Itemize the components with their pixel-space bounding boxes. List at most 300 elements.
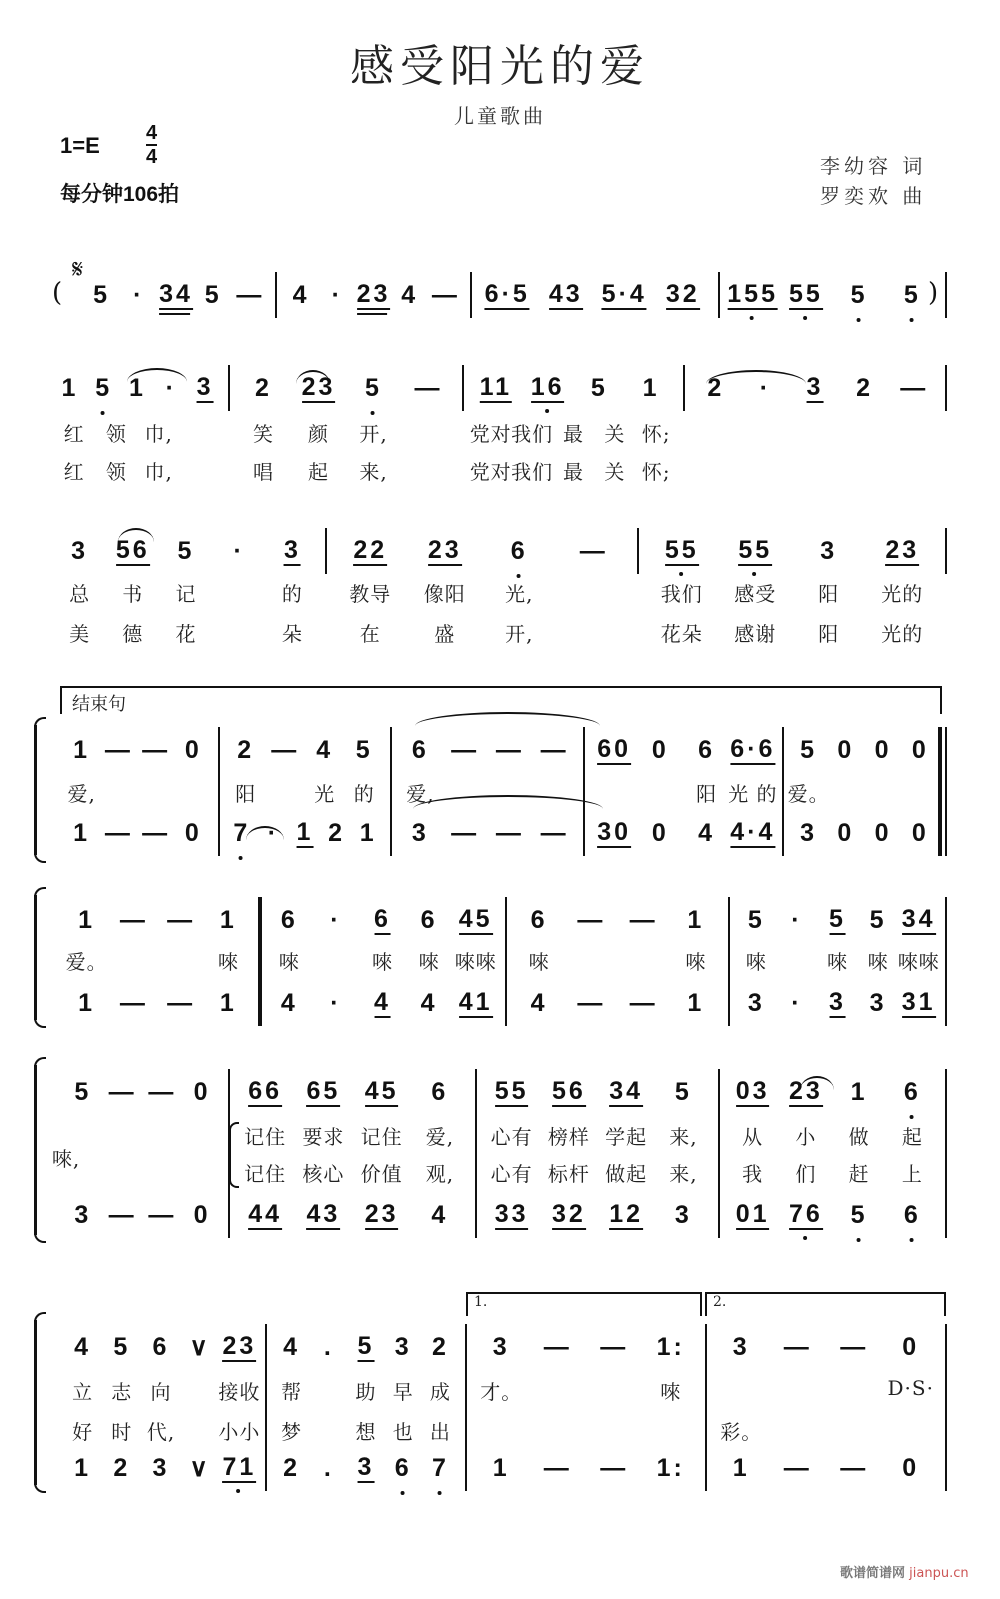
lyric-syllable: 爱。 <box>787 782 830 806</box>
note: — <box>900 374 929 402</box>
lyric-syllable: 学起 <box>605 1125 648 1149</box>
note: 43 <box>548 280 583 308</box>
note: 76 <box>788 1200 823 1228</box>
lyric-syllable: 立 <box>72 1380 94 1404</box>
note: — <box>629 906 658 934</box>
lyric-syllable: 记住 <box>244 1162 287 1186</box>
note: 2 <box>431 1333 449 1361</box>
lyric-syllable: 接收 <box>218 1380 261 1404</box>
note: — <box>577 989 606 1017</box>
barline <box>945 528 947 574</box>
note: · <box>133 281 145 309</box>
barline <box>465 1324 467 1491</box>
note: 3 <box>357 1453 375 1481</box>
lyric-syllable: 唻唻 <box>897 950 940 974</box>
lyric-syllable: 做 <box>848 1125 870 1149</box>
note: 0 <box>902 1333 920 1361</box>
note: 3 <box>394 1333 412 1361</box>
lyric-syllable: 光, <box>505 582 534 606</box>
note: 0 <box>651 736 669 764</box>
note: 5 <box>869 906 887 934</box>
note: — <box>104 819 133 847</box>
note: 4 <box>698 819 716 847</box>
lyric-syllable: 代, <box>146 1420 176 1444</box>
lyric-syllable: 巾, <box>144 422 173 446</box>
note: — <box>414 374 443 402</box>
note: 2 <box>283 1454 301 1482</box>
note: 3 <box>800 819 818 847</box>
song-title: 感受阳光的爱 <box>350 41 650 92</box>
note: — <box>840 1333 869 1361</box>
note: — <box>148 1078 177 1106</box>
note: 34 <box>609 1077 644 1105</box>
note: 1: <box>656 1454 685 1482</box>
note: 55 <box>494 1077 529 1105</box>
note: 4 <box>374 988 391 1016</box>
song-subtitle: 儿童歌曲 <box>454 104 546 128</box>
note: 3 <box>674 1201 692 1229</box>
note: 6 <box>152 1333 170 1361</box>
lyric-syllable: 爱, <box>67 782 96 806</box>
note: 0 <box>837 819 855 847</box>
lyric-syllable: 想 <box>355 1420 377 1444</box>
note: 1 <box>492 1454 510 1482</box>
lyric-syllable: 我们 <box>511 422 554 446</box>
time-bottom: 4 <box>146 146 158 168</box>
lyric-syllable: 的 <box>281 582 303 606</box>
note: 5 <box>850 1201 868 1229</box>
note: 4 <box>292 281 310 309</box>
system-bracket <box>34 895 45 1020</box>
barline <box>265 1324 267 1491</box>
lyric-syllable: 领 <box>105 460 127 484</box>
note: 5 <box>204 281 222 309</box>
note: 5 <box>747 906 765 934</box>
lyric-syllable: 记 <box>175 582 197 606</box>
lyric-syllable: 唻 <box>745 950 767 974</box>
note: · <box>267 819 280 847</box>
tempo-marking: 每分钟106拍 <box>60 183 180 206</box>
lyric-syllable: 榜样 <box>547 1125 590 1149</box>
volta-1-label: 1. <box>474 1294 488 1310</box>
note: 3 <box>411 819 429 847</box>
note: 23 <box>885 536 920 564</box>
lyric-syllable: 出 <box>429 1420 451 1444</box>
note: 5 <box>850 281 868 309</box>
note: 44 <box>248 1200 283 1228</box>
lyric-syllable: 开, <box>505 622 534 646</box>
lyric-syllable: 做起 <box>605 1162 648 1186</box>
note: 0 <box>193 1078 211 1106</box>
note: 55 <box>664 536 699 564</box>
system-bracket <box>34 1065 45 1235</box>
note: 4 <box>431 1201 449 1229</box>
note: 2 <box>113 1454 131 1482</box>
system-bracket <box>34 725 45 855</box>
note: 6·6 <box>730 735 776 763</box>
note: 3 <box>196 373 214 401</box>
note: 45 <box>364 1077 399 1105</box>
note: 0 <box>651 819 669 847</box>
lyric-syllable: 价值 <box>360 1162 403 1186</box>
lyric-syllable: 唻 <box>217 950 239 974</box>
barline <box>228 365 230 411</box>
lyric-syllable: 向 <box>150 1380 172 1404</box>
note: — <box>495 736 524 764</box>
note: — <box>577 906 606 934</box>
note: 3 <box>732 1333 750 1361</box>
lyric-syllable: 也 <box>392 1420 414 1444</box>
note: 3 <box>71 537 89 565</box>
note: 1 <box>219 989 237 1017</box>
lyric-syllable: 小 <box>795 1125 817 1149</box>
lyric-syllable: 花 <box>175 622 197 646</box>
lyric-syllable: 记住 <box>244 1125 287 1149</box>
lyric-syllable: 观, <box>425 1162 455 1186</box>
lyric-syllable: 光的 <box>881 622 924 646</box>
final-barline <box>938 727 942 856</box>
note: 5 <box>177 537 195 565</box>
note: — <box>104 736 133 764</box>
note: . <box>323 1333 334 1361</box>
note: 12 <box>609 1200 644 1228</box>
note: — <box>783 1454 812 1482</box>
note: 2 <box>707 374 725 402</box>
note: 0 <box>193 1201 211 1229</box>
lyric-syllable: 唻 <box>867 950 889 974</box>
note: 65 <box>306 1077 341 1105</box>
time-signature <box>146 122 157 168</box>
lyric-syllable: 巾, <box>144 460 173 484</box>
lyric-syllable: 红 <box>63 460 85 484</box>
barline <box>275 272 277 318</box>
note: 23 <box>222 1332 257 1360</box>
lyric-syllable: 来, <box>669 1162 698 1186</box>
note: — <box>540 736 569 764</box>
note: 0 <box>911 736 929 764</box>
note: 6 <box>903 1201 921 1229</box>
note: 5 <box>365 374 382 402</box>
note: 2 <box>856 374 874 402</box>
note: — <box>236 281 265 309</box>
note: — <box>540 819 569 847</box>
lyric-syllable: 早 <box>392 1380 414 1404</box>
note: 7 <box>431 1454 449 1482</box>
watermark: 歌谱简谱网 jianpu.cn <box>840 1566 969 1581</box>
note: — <box>783 1333 812 1361</box>
note: 1 <box>73 819 91 847</box>
note: 22 <box>353 536 388 564</box>
slur <box>118 528 154 542</box>
lyric-syllable: 朵 <box>281 622 303 646</box>
note: 1 <box>642 374 660 402</box>
note: 0 <box>911 819 929 847</box>
note: 5 <box>93 281 111 309</box>
lyric-syllable: 爱。 <box>65 950 108 974</box>
note: 1 <box>687 906 705 934</box>
lyric-syllable: 标杆 <box>547 1162 590 1186</box>
note: 5 <box>113 1333 131 1361</box>
lyric-syllable: 来, <box>359 460 388 484</box>
note: 1 <box>61 374 79 402</box>
repeat-start-barline <box>258 897 262 1026</box>
note: 23 <box>427 536 462 564</box>
note: 5 <box>355 736 373 764</box>
lyric-syllable: 美 <box>69 622 91 646</box>
lyric-syllable: 阳 <box>696 782 718 806</box>
note: — <box>119 906 148 934</box>
lyric-syllable: 唻 <box>528 950 550 974</box>
note: 3 <box>74 1201 92 1229</box>
note: 5·4 <box>601 280 647 308</box>
lyric-syllable: 关 <box>604 460 626 484</box>
note: 7 <box>233 819 251 847</box>
volta-2-label: 2. <box>713 1294 727 1310</box>
lyric-syllable: 在 <box>359 622 381 646</box>
note: 11 <box>479 373 513 401</box>
volta-1-bracket <box>466 1292 702 1316</box>
note: 30 <box>597 818 632 846</box>
barline <box>945 1324 947 1491</box>
note: 3 <box>829 988 846 1016</box>
note: 4 <box>530 989 548 1017</box>
lyric-syllable: 教导 <box>349 582 392 606</box>
note: 5 <box>357 1332 375 1360</box>
barline <box>218 727 220 856</box>
lyric-syllable: 怀; <box>641 460 671 484</box>
note: 2 <box>255 374 272 402</box>
lyric-syllable: 阳 <box>818 622 840 646</box>
note: 1 <box>78 906 96 934</box>
composer-credit: 罗奕欢 曲 <box>820 184 927 208</box>
note: 4 <box>316 736 334 764</box>
note: 5 <box>95 374 113 402</box>
lyric-syllable: 红 <box>63 422 85 446</box>
note: · <box>330 906 342 934</box>
close-paren: ) <box>928 278 939 308</box>
note: 0 <box>902 1454 920 1482</box>
lyric-syllable: 要求 <box>302 1125 345 1149</box>
note: 6 <box>698 736 716 764</box>
lyric-syllable: 梦 <box>281 1420 303 1444</box>
note: 4 <box>283 1333 301 1361</box>
note: 6 <box>374 905 391 933</box>
note: — <box>142 819 171 847</box>
note: 03 <box>735 1077 770 1105</box>
note: 4 <box>74 1333 92 1361</box>
note: 6 <box>280 906 298 934</box>
note: 6 <box>903 1078 921 1106</box>
note: 31 <box>901 988 936 1016</box>
note: 6 <box>411 736 429 764</box>
note: 16 <box>530 373 565 401</box>
time-top: 4 <box>146 122 158 144</box>
note: 34 <box>901 905 936 933</box>
note: 45 <box>458 905 493 933</box>
note: 5 <box>903 281 921 309</box>
lyric-syllable: 领 <box>105 422 127 446</box>
note: — <box>579 537 608 565</box>
note: 3 <box>747 989 765 1017</box>
note: 41 <box>458 988 493 1016</box>
note: 23 <box>356 280 391 308</box>
note: 55 <box>788 280 823 308</box>
lyric-syllable: 心有 <box>490 1162 533 1186</box>
lyricist-credit: 李幼容 词 <box>820 154 927 178</box>
lyric-syllable: 光 的 <box>728 782 778 806</box>
barline <box>945 365 947 411</box>
barline <box>637 528 639 574</box>
note: — <box>431 281 460 309</box>
lyric-syllable: 的 <box>353 782 375 806</box>
note: 0 <box>184 819 202 847</box>
note: 1 <box>129 374 146 402</box>
slur <box>127 368 187 382</box>
note: ∨ <box>189 1333 211 1361</box>
barline <box>728 897 730 1026</box>
note: · <box>331 281 343 309</box>
lyric-syllable: 记住 <box>360 1125 403 1149</box>
note: — <box>271 736 300 764</box>
lyric-syllable: 最 <box>563 422 584 446</box>
note: — <box>108 1201 137 1229</box>
lyric-syllable: 最 <box>563 460 584 484</box>
lyric-syllable: 感受 <box>734 582 777 606</box>
lyric-syllable: 盛 <box>434 622 456 646</box>
barline <box>945 1069 947 1238</box>
note: · <box>791 906 803 934</box>
slur <box>415 712 600 726</box>
lyric-syllable: 唱 <box>253 460 274 484</box>
system-bracket <box>34 1320 45 1485</box>
note: 3 <box>869 989 887 1017</box>
note: 23 <box>301 373 336 401</box>
note: 6 <box>420 906 438 934</box>
note: 43 <box>306 1200 341 1228</box>
note: · <box>233 537 245 565</box>
note: 6 <box>394 1454 412 1482</box>
barline <box>462 365 464 411</box>
barline <box>325 528 327 574</box>
note: 5 <box>590 374 608 402</box>
note: 155 <box>727 280 778 308</box>
lyric-syllable: 唻 <box>372 950 393 974</box>
note: 0 <box>184 736 202 764</box>
note: 1 <box>73 736 91 764</box>
note: 1 <box>687 989 705 1017</box>
barline <box>228 1069 230 1238</box>
barline <box>583 727 585 856</box>
note: 56 <box>551 1077 586 1105</box>
ending-box <box>60 686 942 714</box>
lyric-syllable: 爱, <box>425 1125 455 1149</box>
lyric-syllable: 爱, <box>406 782 435 806</box>
lyric-syllable: 帮 <box>281 1380 303 1404</box>
lyric-syllable: 彩。 <box>720 1420 763 1444</box>
lyric-syllable: 志 <box>111 1380 133 1404</box>
lyric-syllable: 时 <box>111 1420 133 1444</box>
note: 3 <box>820 537 838 565</box>
lyric-syllable: 从 <box>742 1125 764 1149</box>
lyric-syllable: 我 <box>742 1162 764 1186</box>
note: · <box>759 374 772 402</box>
note: 34 <box>159 280 193 308</box>
note: 32 <box>551 1200 586 1228</box>
note: 5 <box>829 905 846 933</box>
note: 32 <box>665 280 700 308</box>
lyric-syllable: 唻 <box>827 950 848 974</box>
note: 4 <box>280 989 298 1017</box>
lyric-syllable: 党对 <box>469 460 512 484</box>
lyric-syllable: 光的 <box>881 582 924 606</box>
lyric-syllable: 起 <box>901 1125 923 1149</box>
lyric-syllable: 来, <box>669 1125 698 1149</box>
note: 2 <box>328 819 346 847</box>
barline <box>705 1324 707 1491</box>
note: — <box>629 989 658 1017</box>
note: 6 <box>510 537 528 565</box>
note: — <box>840 1454 869 1482</box>
barline <box>718 1069 720 1238</box>
note: 1 <box>850 1078 868 1106</box>
barline <box>945 272 947 318</box>
lyric-syllable: 感谢 <box>734 622 777 646</box>
lyric-syllable: 笑 <box>253 422 274 446</box>
barline <box>475 1069 477 1238</box>
note: — <box>543 1333 572 1361</box>
note: 66 <box>248 1077 283 1105</box>
note: — <box>108 1078 137 1106</box>
note: 60 <box>597 735 632 763</box>
lyric-syllable: D·S· <box>887 1376 934 1400</box>
barline <box>505 897 507 1026</box>
note: 3 <box>283 536 301 564</box>
lyric-syllable: 心有 <box>490 1125 533 1149</box>
note: 6 <box>431 1078 449 1106</box>
note: — <box>495 819 524 847</box>
note: 6·5 <box>484 280 530 308</box>
lyric-syllable: 颜 <box>308 422 329 446</box>
note: 23 <box>364 1200 399 1228</box>
lyric-syllable: 好 <box>72 1420 94 1444</box>
note: 1 <box>296 818 314 846</box>
note: 5 <box>74 1078 92 1106</box>
lyric-syllable: 党对 <box>469 422 512 446</box>
lyric-syllable: 起 <box>308 460 329 484</box>
note: — <box>600 1454 629 1482</box>
barline <box>945 727 947 856</box>
lyric-syllable: 阳 <box>818 582 840 606</box>
note: 3 <box>152 1454 170 1482</box>
lyric-syllable: 成 <box>429 1380 451 1404</box>
note: 1 <box>732 1454 750 1482</box>
note: — <box>167 906 196 934</box>
note: ∨ <box>189 1454 211 1482</box>
lyric-syllable: 阳 <box>235 782 257 806</box>
note: 33 <box>494 1200 529 1228</box>
lyric-syllable: 德 <box>122 622 144 646</box>
ending-label: 结束句 <box>72 694 126 715</box>
note: · <box>791 989 803 1017</box>
key-signature: 1=E <box>60 133 100 158</box>
note: — <box>451 736 480 764</box>
note: 4 <box>401 281 419 309</box>
lyric-syllable: 上 <box>901 1162 923 1186</box>
note: 1 <box>78 989 96 1017</box>
lyric-syllable: 唻 <box>660 1380 682 1404</box>
lyric-syllable: 唻唻 <box>454 950 497 974</box>
note: 0 <box>874 736 892 764</box>
